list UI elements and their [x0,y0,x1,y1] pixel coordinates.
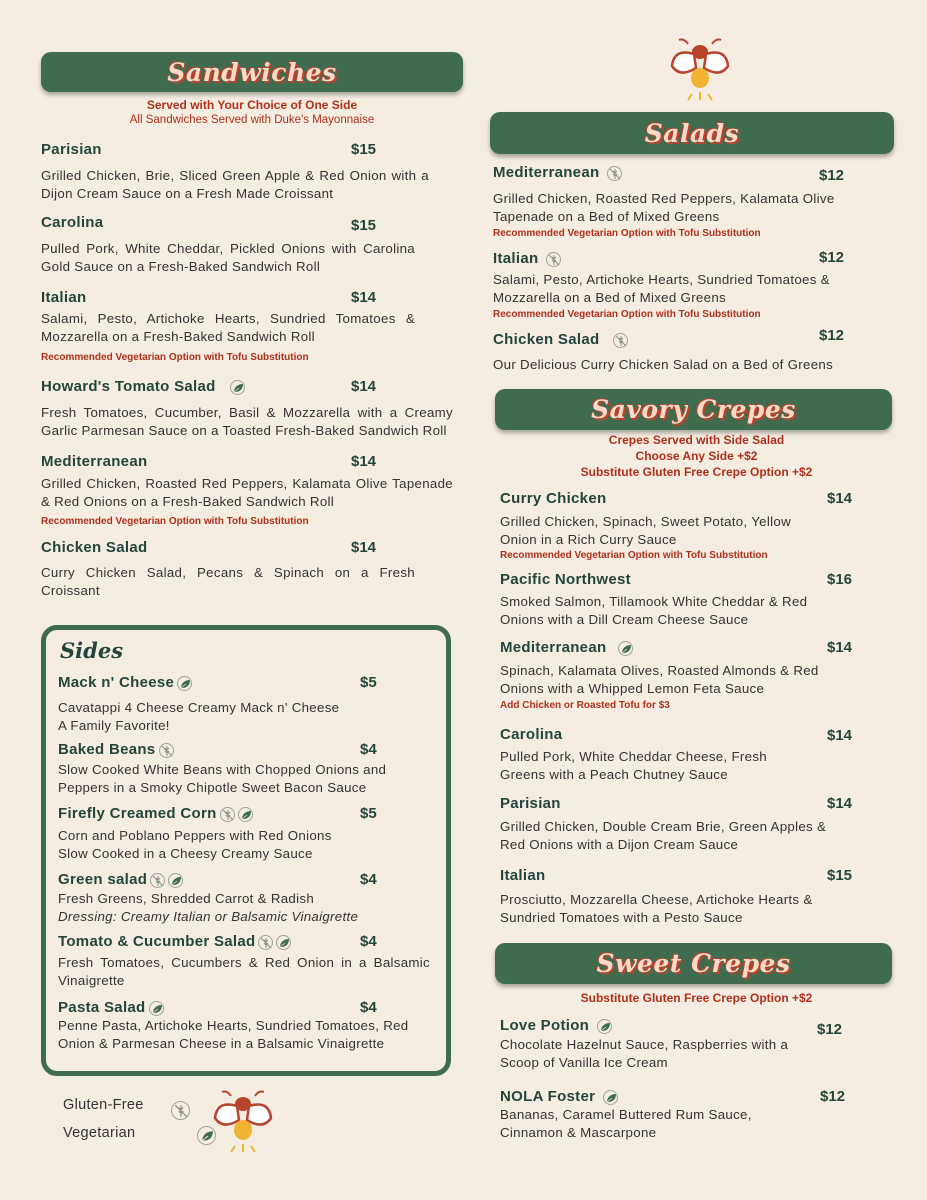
crepe-desc: Bananas, Caramel Buttered Rum Sauce, Cinnamon & Mascarpone [500,1107,752,1140]
gluten-free-icon [150,873,165,888]
crepe-price: $16 [827,571,853,588]
sweet-crepes-title: Sweet Crepes [596,949,791,978]
sweet-sub: Substitute Gluten Free Crepe Option +$2 [580,991,813,1005]
salad-name: Italian [493,250,561,267]
gluten-free-icon [546,252,561,267]
crepe-name: Parisian [500,795,561,812]
crepe-price: $14 [827,727,853,744]
side-desc: Slow Cooked White Beans with Chopped Onions and Peppers in a Smoky Chipotle Sweet Bacon Sauce [58,762,387,795]
sandwich-note: Recommended Vegetarian Option with Tofu Substitution [41,516,309,527]
side-price: $4 [360,999,377,1016]
sandwich-price: $14 [351,289,377,306]
salad-name: Mediterranean [493,164,622,181]
sandwiches-banner [41,52,463,92]
side-desc: Penne Pasta, Artichoke Hearts, Sundried Tomatoes, Red Onion & Parmesan Cheese in a Balsamic Vinaigrette [58,1018,409,1051]
crepe-price: $15 [827,867,853,884]
side-price: $4 [360,741,377,758]
sandwich-name: Carolina [41,214,104,231]
side-desc: Corn and Poblano Peppers with Red Onions [58,828,332,843]
salad-desc: Grilled Chicken, Roasted Red Peppers, Kalamata Olive Tapenade on a Bed of Mixed Greens [493,191,835,224]
side-name: Firefly Creamed Corn [58,805,253,822]
sandwich-desc: Fresh Tomatoes, Cucumber, Basil & Mozzarella with a Creamy Garlic Parmesan Sauce on a Toasted Fresh-Baked Sandwich Roll [41,405,453,438]
crepe-note: Add Chicken or Roasted Tofu for $3 [500,700,670,711]
savory-crepes-banner [495,389,892,430]
crepe-name: Curry Chicken [500,490,607,507]
gluten-free-icon [258,935,273,950]
sides-title: Sides [60,638,124,663]
crepe-price: $14 [827,795,853,812]
crepe-price: $14 [827,490,853,507]
side-price: $5 [360,674,377,691]
side-name: Pasta Salad [58,999,164,1016]
crepe-note: Recommended Vegetarian Option with Tofu Substitution [500,550,768,561]
crepe-price: $14 [827,639,853,656]
crepe-name: Mediterranean [500,639,633,656]
salad-price: $12 [819,167,845,184]
sandwich-name: Chicken Salad [41,539,148,556]
sandwich-name: Parisian [41,141,102,158]
salads-banner [490,112,894,154]
side-desc-2: Slow Cooked in a Cheesy Creamy Sauce [58,846,313,861]
crepe-desc: Prosciutto, Mozzarella Cheese, Artichoke Hearts & Sundried Tomatoes with a Pesto Sauce [500,892,813,925]
sandwich-price: $14 [351,453,377,470]
crepe-price: $12 [820,1088,846,1105]
savory-crepes-title: Savory Crepes [591,395,796,424]
crepe-name: Carolina [500,726,563,743]
side-desc-2: Dressing: Creamy Italian or Balsamic Vinaigrette [58,909,359,924]
vegetarian-icon [230,380,245,395]
side-desc: Cavatappi 4 Cheese Creamy Mack n' Cheese [58,700,340,715]
vegetarian-icon [238,807,253,822]
side-name: Baked Beans [58,741,174,758]
salad-desc: Salami, Pesto, Artichoke Hearts, Sundried Tomatoes & Mozzarella on a Bed of Mixed Greens [493,272,830,305]
crepe-desc: Grilled Chicken, Double Cream Brie, Green Apples & Red Onions with a Dijon Cream Sauce [500,819,827,852]
crepe-name: NOLA Foster [500,1088,618,1105]
vegetarian-icon [597,1019,612,1034]
salad-desc: Our Delicious Curry Chicken Salad on a Bed of Greens [493,357,834,372]
savory-sub-2: Choose Any Side +$2 [635,449,758,463]
sandwich-price: $15 [351,217,377,234]
crepe-desc: Chocolate Hazelnut Sauce, Raspberries with a Scoop of Vanilla Ice Cream [500,1037,789,1070]
sandwich-name: Mediterranean [41,453,148,470]
salad-name: Chicken Salad [493,331,628,348]
sandwich-desc: Grilled Chicken, Roasted Red Peppers, Kalamata Olive Tapenade & Red Onions on a Fresh-Baked Sandwich Roll [41,476,453,509]
side-desc: Fresh Tomatoes, Cucumbers & Red Onion in a Balsamic Vinaigrette [58,955,430,988]
side-desc-2: A Family Favorite! [58,718,170,733]
vegetarian-icon [149,1001,164,1016]
crepe-desc: Smoked Salmon, Tillamook White Cheddar & Red Onions with a Dill Cream Cheese Sauce [500,594,808,627]
sandwich-price: $14 [351,539,377,556]
crepe-desc: Spinach, Kalamata Olives, Roasted Almonds & Red Onions with a Whipped Lemon Feta Sauce [500,663,819,696]
salad-price: $12 [819,327,845,344]
vegetarian-icon [276,935,291,950]
side-name: Tomato & Cucumber Salad [58,933,291,950]
crepe-name: Italian [500,867,546,884]
crepe-desc: Pulled Pork, White Cheddar Cheese, Fresh Greens with a Peach Chutney Sauce [500,749,767,782]
firefly-logo-icon [207,1090,279,1154]
sandwich-name: Italian [41,289,87,306]
side-price: $4 [360,933,377,950]
salads-title: Salads [644,118,740,148]
side-name: Green salad [58,871,183,888]
sandwich-desc: Salami, Pesto, Artichoke Hearts, Sundried Tomatoes & Mozzarella on a Fresh-Baked Sandwich Roll [41,311,415,344]
sweet-crepes-banner [495,943,892,984]
sandwich-price: $14 [351,378,377,395]
sandwich-name: Howard's Tomato Salad [41,378,245,395]
sandwiches-subtitle-2: All Sandwiches Served with Duke's Mayonnaise [129,114,375,126]
salad-note: Recommended Vegetarian Option with Tofu Substitution [493,228,761,239]
side-price: $5 [360,805,377,822]
legend-gluten-free: Gluten-Free [63,1097,144,1113]
firefly-logo-icon [664,38,736,102]
vegetarian-icon [168,873,183,888]
legend-vegetarian: Vegetarian [63,1125,136,1141]
sandwich-desc: Pulled Pork, White Cheddar, Pickled Onions with Carolina Gold Sauce on a Fresh-Baked Sandwich Roll [41,241,415,274]
crepe-name: Love Potion [500,1017,612,1034]
savory-sub-3: Substitute Gluten Free Crepe Option +$2 [580,465,813,479]
crepe-desc: Grilled Chicken, Spinach, Sweet Potato, Yellow Onion in a Rich Curry Sauce [500,514,791,547]
side-desc: Fresh Greens, Shredded Carrot & Radish [58,891,315,906]
crepe-name: Pacific Northwest [500,571,631,588]
vegetarian-icon [618,641,633,656]
sandwich-note: Recommended Vegetarian Option with Tofu Substitution [41,352,309,363]
gluten-free-icon [220,807,235,822]
vegetarian-icon [603,1090,618,1105]
sandwiches-title: Sandwiches [167,57,337,87]
crepe-price: $12 [817,1021,843,1038]
gluten-free-icon [171,1101,190,1120]
salad-price: $12 [819,249,845,266]
gluten-free-icon [613,333,628,348]
side-name: Mack n' Cheese [58,674,192,691]
side-price: $4 [360,871,377,888]
sandwich-desc: Curry Chicken Salad, Pecans & Spinach on a Fresh Croissant [41,565,415,598]
savory-sub-1: Crepes Served with Side Salad [608,433,785,447]
sandwiches-subtitle: Served with Your Choice of One Side [146,98,358,112]
sandwich-price: $15 [351,141,377,158]
salad-note: Recommended Vegetarian Option with Tofu Substitution [493,309,761,320]
gluten-free-icon [159,743,174,758]
vegetarian-icon [177,676,192,691]
sandwich-desc: Grilled Chicken, Brie, Sliced Green Apple & Red Onion with a Dijon Cream Sauce on a Fresh Made Croissant [41,168,429,201]
gluten-free-icon [607,166,622,181]
